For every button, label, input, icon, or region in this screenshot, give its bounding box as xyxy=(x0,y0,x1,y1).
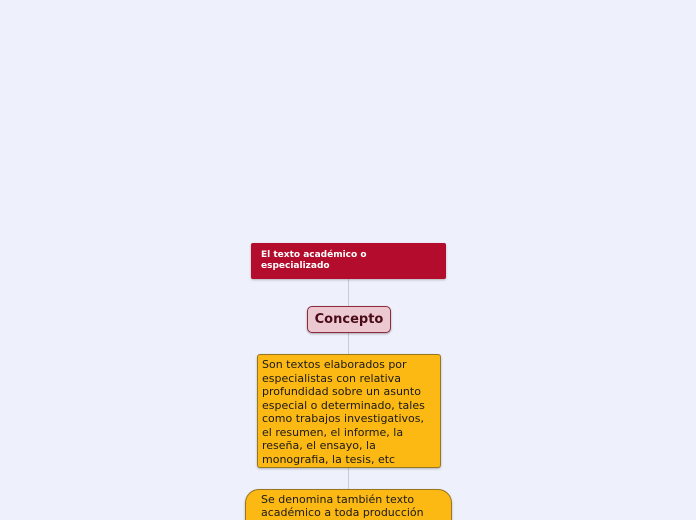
definition-node[interactable] xyxy=(257,354,441,468)
also-called-node[interactable] xyxy=(245,489,452,520)
connector-root-concept xyxy=(348,279,349,306)
connector-definition-also-called xyxy=(348,468,349,489)
concept-label: Concepto xyxy=(314,312,384,327)
root-topic-label: El texto académico o especializado xyxy=(261,250,367,271)
concept-node[interactable] xyxy=(307,306,391,333)
root-topic-node[interactable] xyxy=(251,243,446,279)
connector-concept-definition xyxy=(348,333,349,354)
also-called-text: Se denomina también texto académico a toda producción xyxy=(261,493,424,519)
definition-text: Son textos elaborados por especialistas con relativa profundidad sobre un asunto especial o determinado, tales como trabajos investigativos, el resumen, el informe, la reseña, el ensayo, la monografia, la tesis, etc xyxy=(262,358,425,466)
